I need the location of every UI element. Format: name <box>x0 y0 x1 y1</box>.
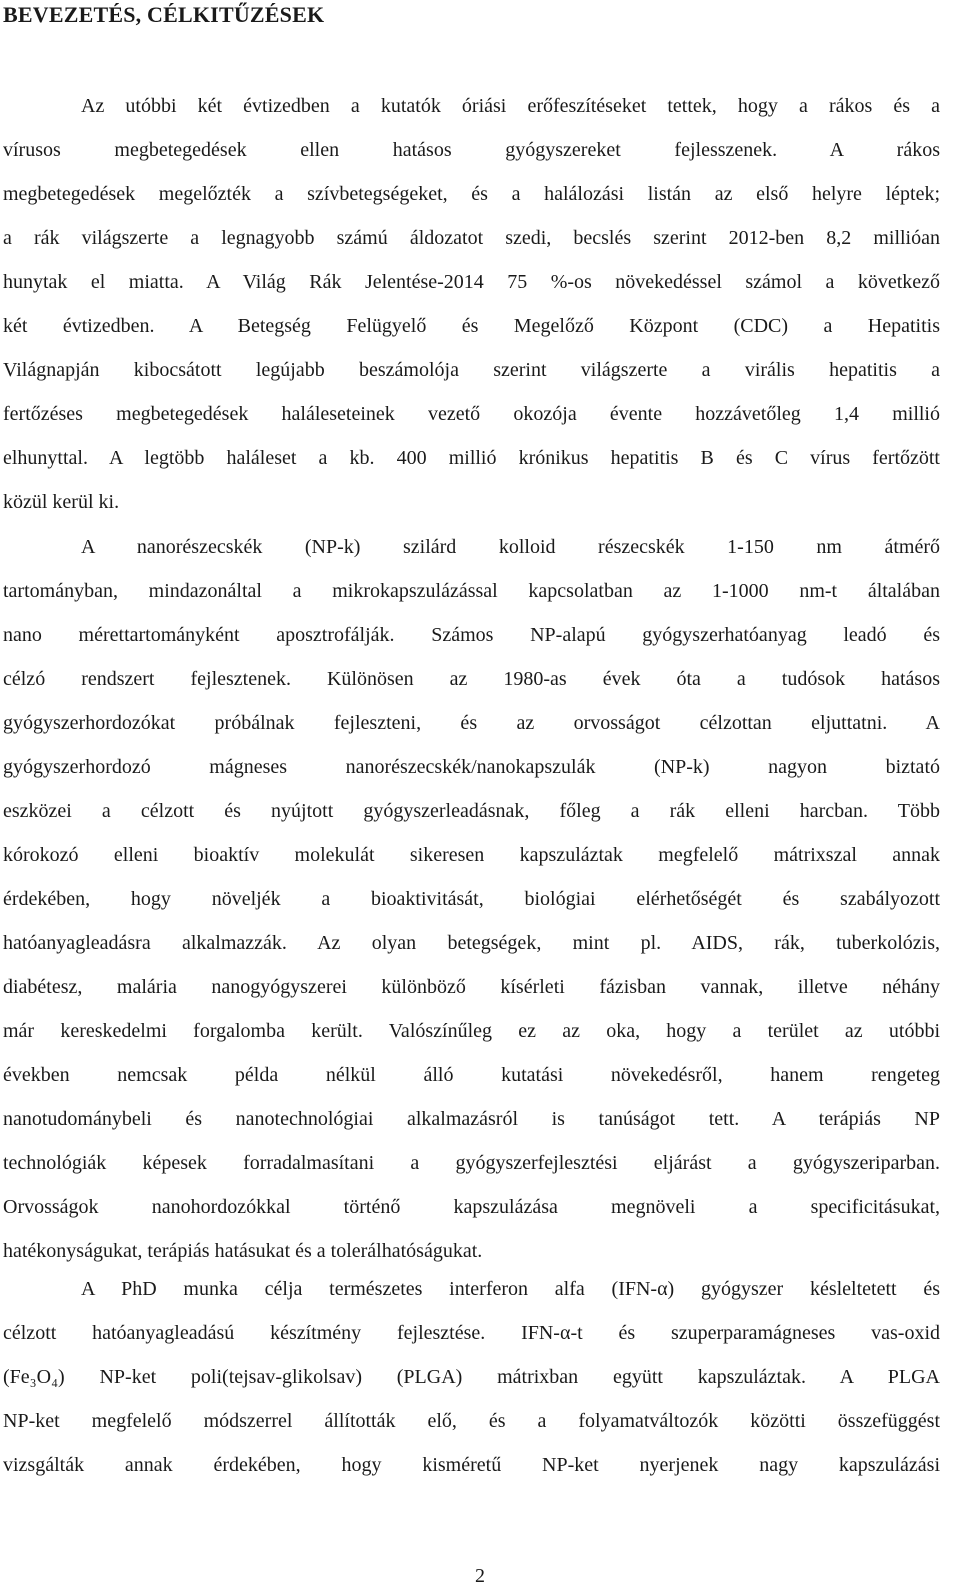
text-line: (Fe₃O₄) NP-ket poli(tejsav-glikolsav) (PLGA) mátrixban együtt kapszuláztak. A PLGA <box>3 1366 940 1388</box>
text-line: Az utóbbi két évtizedben a kutatók óriási erőfeszítéseket tettek, hogy a rákos és a <box>81 95 940 117</box>
text-line: megbetegedések megelőzték a szívbetegségeket, és a halálozási listán az első helyre léptek; <box>3 183 940 205</box>
text-line: érdekében, hogy növeljék a bioaktivitását, biológiai elérhetőségét és szabályozott <box>3 888 940 910</box>
text-line: kórokozó elleni bioaktív molekulát sikeresen kapszuláztak megfelelő mátrixszal annak <box>3 844 940 866</box>
text-line: tartományban, mindazonáltal a mikrokapszulázással kapcsolatban az 1-1000 nm-t általában <box>3 580 940 602</box>
text-line: A nanorészecskék (NP-k) szilárd kolloid részecskék 1-150 nm átmérő <box>81 536 940 558</box>
text-line: eszközei a célzott és nyújtott gyógyszerleadásnak, főleg a rák elleni harcban. Több <box>3 800 940 822</box>
text-line: hatékonyságukat, terápiás hatásukat és a tolerálhatóságukat. <box>3 1240 483 1262</box>
paragraph-intro <box>3 84 940 524</box>
text-line: elhunyttal. A legtöbb haláleset a kb. 400 millió krónikus hepatitis B és C vírus fertőzött <box>3 447 940 469</box>
text-line: Világnapján kibocsátott legújabb beszámolója szerint világszerte a virális hepatitis a <box>3 359 940 381</box>
text-line: már kereskedelmi forgalomba került. Valószínűleg ez az oka, hogy a terület az utóbbi <box>3 1020 940 1042</box>
text-line: hunytak el miatta. A Világ Rák Jelentése-2014 75 %-os növekedéssel számol a következő <box>3 271 940 293</box>
text-line: diabétesz, malária nanogyógyszerei különböző kísérleti fázisban vannak, illetve néhány <box>3 976 940 998</box>
text-line: gyógyszerhordozó mágneses nanorészecskék/nanokapszulák (NP-k) nagyon biztató <box>3 756 940 778</box>
text-line: technológiák képesek forradalmasítani a gyógyszerfejlesztési eljárást a gyógyszeriparban. <box>3 1152 940 1174</box>
text-line: vizsgálták annak érdekében, hogy kisméretű NP-ket nyerjenek nagy kapszulázási <box>3 1454 940 1476</box>
text-line: közül kerül ki. <box>3 491 120 513</box>
text-line: nano mérettartományként aposztrofálják. Számos NP-alapú gyógyszerhatóanyag leadó és <box>3 624 940 646</box>
text-line: nanotudománybeli és nanotechnológiai alkalmazásról is tanúságot tett. A terápiás NP <box>3 1108 940 1130</box>
text-line: két évtizedben. A Betegség Felügyelő és Megelőző Központ (CDC) a Hepatitis <box>3 315 940 337</box>
text-line: célzó rendszert fejlesztenek. Különösen az 1980-as évek óta a tudósok hatásos <box>3 668 940 690</box>
text-line: a rák világszerte a legnagyobb számú áldozatot szedi, becslés szerint 2012-ben 8,2 millióan <box>3 227 940 249</box>
text-line: fertőzéses megbetegedések haláleseteinek vezető okozója évente hozzávetőleg 1,4 millió <box>3 403 940 425</box>
text-line: hatóanyagleadásra alkalmazzák. Az olyan betegségek, mint pl. AIDS, rák, tuberkolózis, <box>3 932 940 954</box>
page-number: 2 <box>475 1565 485 1587</box>
text-line: NP-ket megfelelő módszerrel állították elő, és a folyamatváltozók közötti összefüggést <box>3 1410 940 1432</box>
text-line: A PhD munka célja természetes interferon alfa (IFN-α) gyógyszer késleltetett és <box>81 1278 940 1300</box>
paragraph-nanoparticles <box>3 525 940 1273</box>
text-line: években nemcsak példa nélkül álló kutatási növekedésről, hanem rengeteg <box>3 1064 940 1086</box>
paragraph-phd-aim <box>3 1267 940 1487</box>
section-heading: BEVEZETÉS, CÉLKITŰZÉSEK <box>3 2 325 27</box>
text-line: Orvosságok nanohordozókkal történő kapszulázása megnöveli a specificitásukat, <box>3 1196 940 1218</box>
text-line: gyógyszerhordozókat próbálnak fejleszteni, és az orvosságot célzottan eljuttatni. A <box>3 712 940 734</box>
text-line: vírusos megbetegedések ellen hatásos gyógyszereket fejlesszenek. A rákos <box>3 139 940 161</box>
text-line: célzott hatóanyagleadású készítmény fejlesztése. IFN-α-t és szuperparamágneses vas-oxid <box>3 1322 940 1344</box>
